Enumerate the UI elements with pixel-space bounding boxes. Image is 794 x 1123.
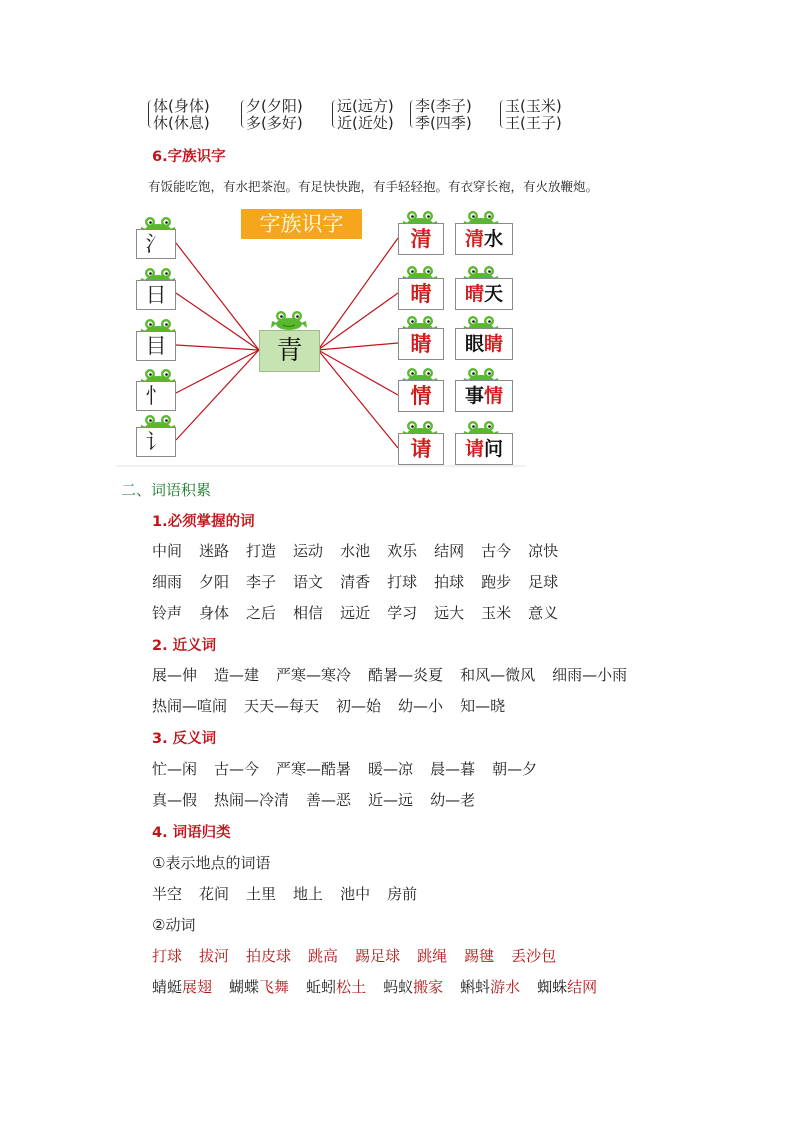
word-item: 远近 xyxy=(340,604,371,622)
word-item: 热闹—冷清 xyxy=(214,791,290,809)
section-two-heading: 二、词语积累 xyxy=(121,481,212,499)
word-item: 踢足球 xyxy=(355,947,401,965)
pair-line: 玉(玉米) xyxy=(505,97,562,115)
word-item: 铃声 xyxy=(152,604,183,622)
sub1-heading: 1.必须掌握的词 xyxy=(152,514,255,530)
word-item: 足球 xyxy=(528,573,559,591)
word-item: 玉米 xyxy=(481,604,512,622)
derived-char-box: 清 xyxy=(398,223,444,255)
word-char: 天 xyxy=(484,283,504,305)
derived-char-box: 情 xyxy=(398,380,444,412)
word-item: 拍球 xyxy=(434,573,465,591)
connector-line xyxy=(318,343,398,350)
connector-line xyxy=(318,238,398,350)
word-char: 眼 xyxy=(464,333,484,355)
connector-line xyxy=(176,350,259,440)
phrase-action: 游水 xyxy=(490,978,521,996)
pair-line: 体(身体) xyxy=(153,97,210,115)
word-item: 之后 xyxy=(246,604,277,622)
phrase-subject: 蝌蚪 xyxy=(460,978,491,996)
word-item: 丢沙包 xyxy=(511,947,557,965)
phrase-subject: 蜘蛛 xyxy=(537,978,568,996)
word-row xyxy=(152,758,554,789)
word-item: 花间 xyxy=(199,885,230,903)
word-item: 朝—夕 xyxy=(492,760,538,778)
word-item: 初—始 xyxy=(336,697,382,715)
word-item: 打球 xyxy=(387,573,418,591)
verb-words xyxy=(152,945,573,966)
word-char: 水 xyxy=(484,228,504,250)
connector-line xyxy=(176,293,259,350)
word-item: 打球 xyxy=(152,947,183,965)
word-item: 善—恶 xyxy=(306,791,352,809)
word-item: 跳高 xyxy=(308,947,339,965)
connector-line xyxy=(318,350,398,395)
word-item: 幼—老 xyxy=(430,791,476,809)
word-item: 中间 xyxy=(152,542,183,560)
phrase-subject: 蜻蜓 xyxy=(152,978,183,996)
pair-line: 李(李子) xyxy=(415,97,472,115)
phrase-subject: 蚂蚁 xyxy=(383,978,414,996)
word-row xyxy=(152,695,644,726)
word-item: 踢毽 xyxy=(464,947,495,965)
sub3-heading: 3. 反义词 xyxy=(152,731,217,747)
word-row xyxy=(152,789,554,820)
word-item: 地上 xyxy=(293,885,324,903)
place-words xyxy=(152,883,434,904)
word-item: 酷暑—炎夏 xyxy=(368,666,444,684)
connector-line xyxy=(176,243,259,350)
word-item: 拍皮球 xyxy=(246,947,292,965)
radical-box: 氵 xyxy=(136,229,176,259)
word-item: 忙—闲 xyxy=(152,760,198,778)
section-6-heading: 6.字族识字 xyxy=(152,149,226,165)
word-item: 造—建 xyxy=(214,666,260,684)
word-box xyxy=(455,328,513,360)
word-item: 结网 xyxy=(434,542,465,560)
word-item: 语文 xyxy=(293,573,324,591)
phrase-item xyxy=(460,976,520,997)
connector-line xyxy=(176,345,259,350)
phrase-item xyxy=(383,976,443,997)
diagram-title: 字族识字 xyxy=(241,209,362,239)
frog-icon xyxy=(268,309,310,331)
pair-line: 季(四季) xyxy=(415,114,472,132)
phrase-action: 展翅 xyxy=(182,978,213,996)
center-character: 青 xyxy=(259,330,320,372)
word-box xyxy=(455,278,513,310)
pair-line: 远(远方) xyxy=(337,97,394,115)
word-item: 打造 xyxy=(246,542,277,560)
word-char: 问 xyxy=(484,438,504,460)
word-item: 细雨 xyxy=(152,573,183,591)
word-item: 跑步 xyxy=(481,573,512,591)
pair-line: 近(近处) xyxy=(337,114,394,132)
word-item: 跳绳 xyxy=(417,947,448,965)
word-item: 远大 xyxy=(434,604,465,622)
word-item: 意义 xyxy=(528,604,559,622)
pair-line: 休(休息) xyxy=(153,114,210,132)
word-row xyxy=(152,602,575,633)
word-item: 天天—每天 xyxy=(244,697,320,715)
word-char: 晴 xyxy=(464,283,484,305)
word-row xyxy=(152,540,575,571)
word-item: 古—今 xyxy=(214,760,260,778)
word-item: 真—假 xyxy=(152,791,198,809)
word-item: 和风—微风 xyxy=(460,666,536,684)
word-item: 古今 xyxy=(481,542,512,560)
connector-line xyxy=(318,293,398,350)
word-item: 凉快 xyxy=(528,542,559,560)
phrase-action: 搬家 xyxy=(413,978,444,996)
place-label: ①表示地点的词语 xyxy=(152,854,271,872)
phrase-words xyxy=(152,976,614,997)
word-item: 土里 xyxy=(246,885,277,903)
sub2-words xyxy=(152,664,644,726)
word-char: 事 xyxy=(464,385,484,407)
word-row xyxy=(152,664,644,695)
word-item: 学习 xyxy=(387,604,418,622)
phrase-item xyxy=(537,976,597,997)
derived-char-box: 晴 xyxy=(398,278,444,310)
word-item: 晨—暮 xyxy=(430,760,476,778)
word-item: 身体 xyxy=(199,604,230,622)
sub2-heading: 2. 近义词 xyxy=(152,638,217,654)
sub4-heading: 4. 词语归类 xyxy=(152,825,231,841)
word-item: 严寒—酷暑 xyxy=(276,760,352,778)
radical-box: 讠 xyxy=(136,427,176,457)
word-box xyxy=(455,380,513,412)
sub3-words xyxy=(152,758,554,820)
radical-box: 目 xyxy=(136,331,176,361)
derived-char-box: 睛 xyxy=(398,328,444,360)
word-item: 运动 xyxy=(293,542,324,560)
word-item: 热闹—喧闹 xyxy=(152,697,228,715)
word-item: 清香 xyxy=(340,573,371,591)
radical-box: 日 xyxy=(136,280,176,310)
phrase-subject: 蝴蝶 xyxy=(229,978,260,996)
rhyme-text: 有饭能吃饱，有水把茶泡。有足快快跑，有手轻轻抱。有衣穿长袍，有火放鞭炮。 xyxy=(148,179,599,194)
word-box xyxy=(455,433,513,465)
word-item: 迷路 xyxy=(199,542,230,560)
word-item: 房前 xyxy=(387,885,418,903)
word-item: 细雨—小雨 xyxy=(552,666,628,684)
pair-line: 王(王子) xyxy=(505,114,562,132)
word-item: 相信 xyxy=(293,604,324,622)
word-char: 睛 xyxy=(484,333,504,355)
phrase-item xyxy=(306,976,366,997)
word-char: 请 xyxy=(464,438,484,460)
sub1-words xyxy=(152,540,575,633)
word-item: 暖—凉 xyxy=(368,760,414,778)
phrase-action: 飞舞 xyxy=(259,978,290,996)
connector-lines xyxy=(0,0,794,480)
word-item: 展—伸 xyxy=(152,666,198,684)
word-item: 拔河 xyxy=(199,947,230,965)
word-row xyxy=(152,571,575,602)
phrase-action: 松土 xyxy=(336,978,367,996)
word-item: 水池 xyxy=(340,542,371,560)
word-item: 严寒—寒冷 xyxy=(276,666,352,684)
word-item: 夕阳 xyxy=(199,573,230,591)
word-item: 知—晓 xyxy=(460,697,506,715)
derived-char-box: 请 xyxy=(398,433,444,465)
word-char: 情 xyxy=(484,385,504,407)
word-item: 半空 xyxy=(152,885,183,903)
word-item: 幼—小 xyxy=(398,697,444,715)
word-item: 李子 xyxy=(246,573,277,591)
pair-line: 夕(夕阳) xyxy=(246,97,303,115)
word-item: 欢乐 xyxy=(387,542,418,560)
phrase-item xyxy=(152,976,212,997)
connector-line xyxy=(176,350,259,393)
connector-line xyxy=(318,350,398,448)
phrase-action: 结网 xyxy=(567,978,598,996)
word-char: 清 xyxy=(464,228,484,250)
radical-box: 忄 xyxy=(136,381,176,411)
verb-label: ②动词 xyxy=(152,916,196,934)
phrase-subject: 蚯蚓 xyxy=(306,978,337,996)
word-box xyxy=(455,223,513,255)
phrase-item xyxy=(229,976,289,997)
word-item: 近—远 xyxy=(368,791,414,809)
word-item: 池中 xyxy=(340,885,371,903)
pair-line: 多(多好) xyxy=(246,114,303,132)
